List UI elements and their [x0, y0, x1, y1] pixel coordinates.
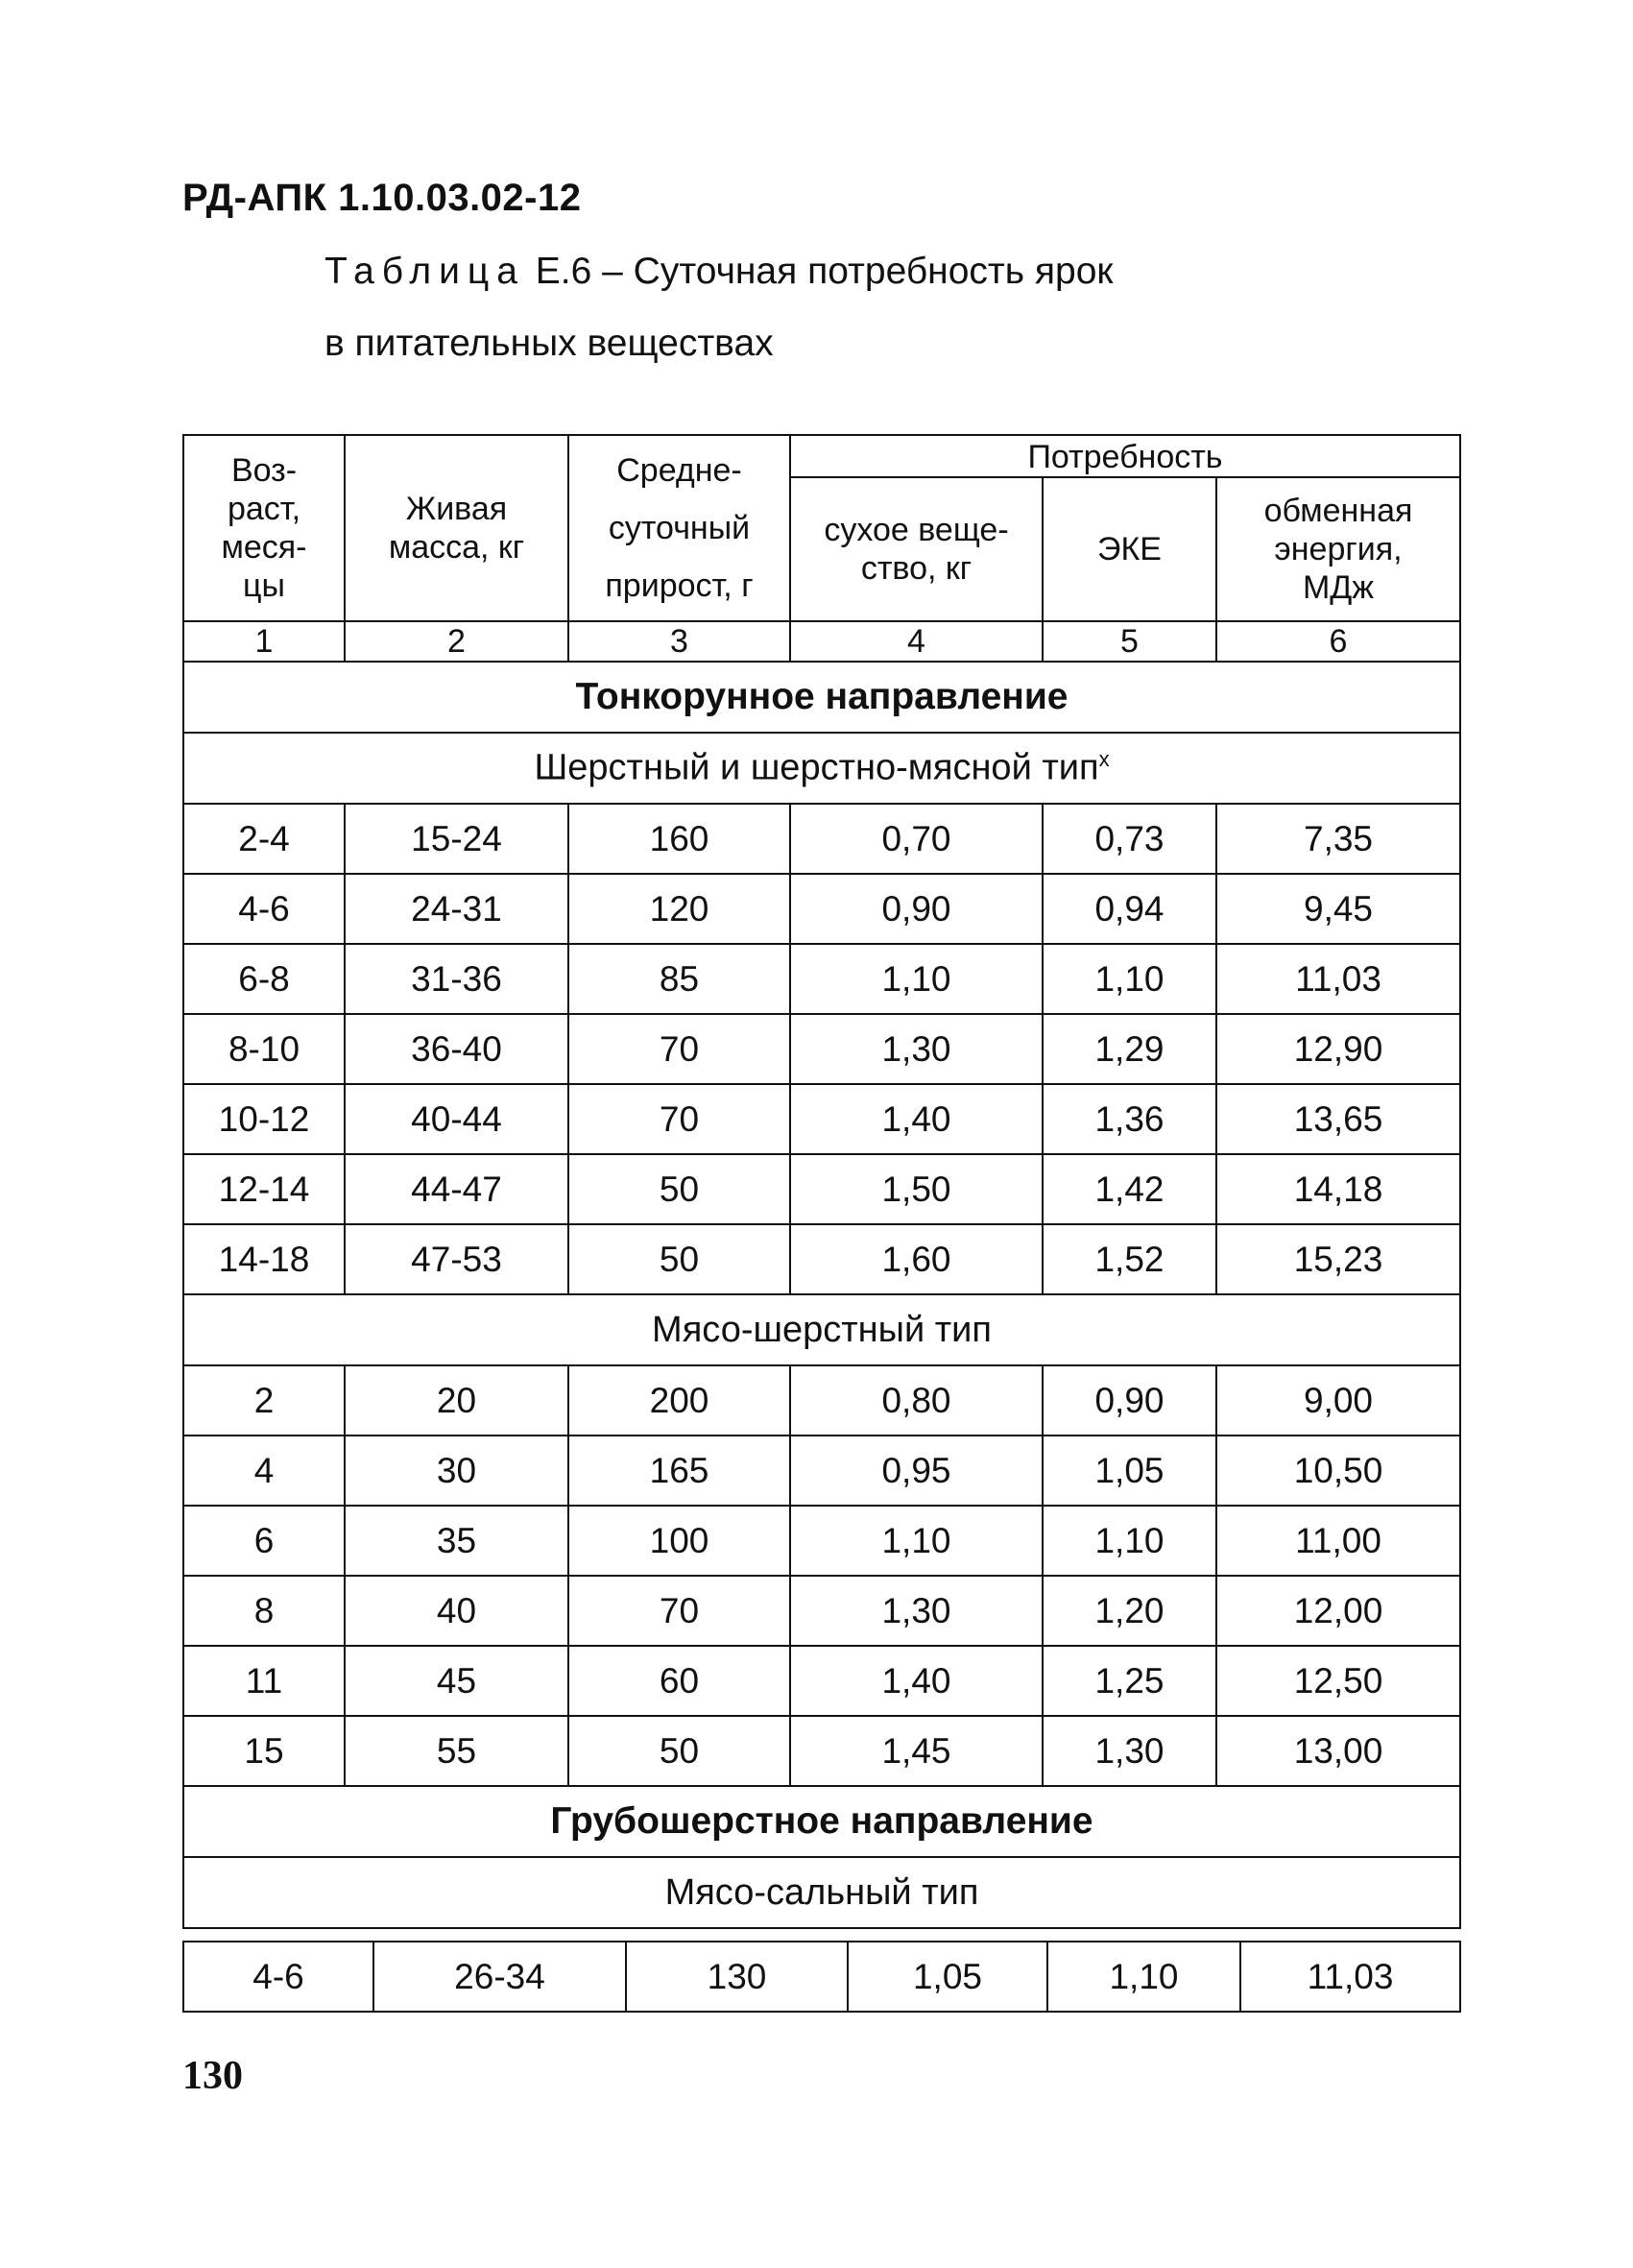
cell-daily-gain: 50 [568, 1154, 790, 1224]
cell-energy: 9,45 [1216, 874, 1460, 944]
column-number: 1 [183, 621, 345, 662]
cell-live-weight: 47-53 [345, 1224, 568, 1294]
table-caption [324, 248, 1113, 296]
cell-age: 6-8 [183, 944, 345, 1014]
cell-live-weight: 35 [345, 1506, 568, 1576]
cell-dry-matter: 1,30 [790, 1014, 1043, 1084]
table-row [183, 1716, 1460, 1786]
table-row [183, 1436, 1460, 1506]
group-title: Мясо-сальный тип [183, 1857, 1460, 1928]
header-eke: ЭКЕ [1043, 477, 1216, 621]
column-number-row [183, 621, 1460, 662]
table-row [183, 1084, 1460, 1154]
group-row [183, 1294, 1460, 1365]
cell-age: 8 [183, 1576, 345, 1646]
group-row [183, 733, 1460, 804]
cell-dry-matter: 0,95 [790, 1436, 1043, 1506]
cell-eke: 1,30 [1043, 1716, 1216, 1786]
cell-dry-matter: 1,50 [790, 1154, 1043, 1224]
cell-daily-gain: 70 [568, 1014, 790, 1084]
cell-eke: 0,73 [1043, 804, 1216, 874]
nutrient-table [182, 434, 1461, 1929]
table-row [183, 1014, 1460, 1084]
cell-eke: 1,20 [1043, 1576, 1216, 1646]
header-need: Потребность [790, 435, 1460, 477]
cell-daily-gain: 60 [568, 1646, 790, 1716]
cell-eke: 1,36 [1043, 1084, 1216, 1154]
cell-dry-matter: 1,10 [790, 1506, 1043, 1576]
table-caption-line2: в питательных веществах [324, 323, 774, 364]
cell-dry-matter: 0,70 [790, 804, 1043, 874]
table-row [183, 1224, 1460, 1294]
cell-age: 4-6 [183, 874, 345, 944]
cell-live-weight: 26-34 [373, 1942, 626, 2012]
cell-dry-matter: 1,30 [790, 1576, 1043, 1646]
cell-eke: 1,52 [1043, 1224, 1216, 1294]
cell-dry-matter: 1,60 [790, 1224, 1043, 1294]
table-row [183, 1365, 1460, 1436]
table-row [183, 1646, 1460, 1716]
cell-live-weight: 20 [345, 1365, 568, 1436]
cell-dry-matter: 1,05 [848, 1942, 1047, 2012]
section-row [183, 662, 1460, 733]
cell-dry-matter: 1,40 [790, 1084, 1043, 1154]
table-row [183, 874, 1460, 944]
header-daily-gain: Средне- суточный прирост, г [568, 435, 790, 621]
cell-daily-gain: 120 [568, 874, 790, 944]
cell-daily-gain: 50 [568, 1716, 790, 1786]
document-code: РД-АПК 1.10.03.02-12 [182, 177, 582, 219]
cell-energy: 13,00 [1216, 1716, 1460, 1786]
table-row [183, 944, 1460, 1014]
section-title: Грубошерстное направление [183, 1786, 1460, 1857]
cell-live-weight: 40 [345, 1576, 568, 1646]
cell-eke: 1,42 [1043, 1154, 1216, 1224]
cell-daily-gain: 100 [568, 1506, 790, 1576]
cell-age: 2-4 [183, 804, 345, 874]
cell-energy: 12,50 [1216, 1646, 1460, 1716]
table-row [183, 804, 1460, 874]
cell-energy: 12,00 [1216, 1576, 1460, 1646]
cell-eke: 0,90 [1043, 1365, 1216, 1436]
cell-daily-gain: 85 [568, 944, 790, 1014]
header-age: Воз- раст, меся- цы [183, 435, 345, 621]
cell-eke: 1,10 [1047, 1942, 1240, 2012]
cell-daily-gain: 70 [568, 1084, 790, 1154]
cell-live-weight: 44-47 [345, 1154, 568, 1224]
cell-live-weight: 31-36 [345, 944, 568, 1014]
cell-eke: 0,94 [1043, 874, 1216, 944]
cell-age: 15 [183, 1716, 345, 1786]
group-row [183, 1857, 1460, 1928]
cell-daily-gain: 165 [568, 1436, 790, 1506]
section-title: Тонкорунное направление [183, 662, 1460, 733]
table-row [183, 1154, 1460, 1224]
cell-live-weight: 40-44 [345, 1084, 568, 1154]
cell-daily-gain: 200 [568, 1365, 790, 1436]
cell-live-weight: 15-24 [345, 804, 568, 874]
column-number: 2 [345, 621, 568, 662]
cell-energy: 13,65 [1216, 1084, 1460, 1154]
cell-energy: 11,03 [1240, 1942, 1460, 2012]
header-live-weight: Живая масса, кг [345, 435, 568, 621]
table-row [183, 1506, 1460, 1576]
page-number: 130 [182, 2054, 243, 2098]
group-title [183, 733, 1460, 804]
nutrient-table-last-row [182, 1941, 1461, 2013]
cell-energy: 11,00 [1216, 1506, 1460, 1576]
header-row [183, 435, 1460, 477]
cell-dry-matter: 0,90 [790, 874, 1043, 944]
cell-age: 4 [183, 1436, 345, 1506]
column-number: 3 [568, 621, 790, 662]
cell-age: 8-10 [183, 1014, 345, 1084]
cell-live-weight: 55 [345, 1716, 568, 1786]
cell-eke: 1,05 [1043, 1436, 1216, 1506]
header-dry-matter: сухое веще- ство, кг [790, 477, 1043, 621]
cell-dry-matter: 1,40 [790, 1646, 1043, 1716]
cell-energy: 14,18 [1216, 1154, 1460, 1224]
cell-daily-gain: 70 [568, 1576, 790, 1646]
cell-energy: 7,35 [1216, 804, 1460, 874]
cell-age: 11 [183, 1646, 345, 1716]
header-energy: обменная энергия, МДж [1216, 477, 1460, 621]
cell-energy: 9,00 [1216, 1365, 1460, 1436]
cell-age: 12-14 [183, 1154, 345, 1224]
cell-eke: 1,10 [1043, 944, 1216, 1014]
cell-energy: 11,03 [1216, 944, 1460, 1014]
cell-daily-gain: 160 [568, 804, 790, 874]
cell-live-weight: 36-40 [345, 1014, 568, 1084]
cell-age: 4-6 [183, 1942, 373, 2012]
cell-eke: 1,10 [1043, 1506, 1216, 1576]
cell-daily-gain: 50 [568, 1224, 790, 1294]
group-title: Мясо-шерстный тип [183, 1294, 1460, 1365]
cell-live-weight: 24-31 [345, 874, 568, 944]
cell-eke: 1,25 [1043, 1646, 1216, 1716]
cell-dry-matter: 1,10 [790, 944, 1043, 1014]
cell-energy: 10,50 [1216, 1436, 1460, 1506]
table-row [183, 1942, 1460, 2012]
cell-live-weight: 30 [345, 1436, 568, 1506]
caption-rest: Е.6 – Суточная потребность ярок [524, 251, 1114, 292]
section-row [183, 1786, 1460, 1857]
cell-daily-gain: 130 [626, 1942, 848, 2012]
footnote-mark: x [1098, 747, 1110, 772]
cell-age: 10-12 [183, 1084, 345, 1154]
group-title-text: Шерстный и шерстно-мясной тип [534, 747, 1099, 788]
cell-age: 6 [183, 1506, 345, 1576]
column-number: 5 [1043, 621, 1216, 662]
cell-dry-matter: 0,80 [790, 1365, 1043, 1436]
column-number: 6 [1216, 621, 1460, 662]
cell-dry-matter: 1,45 [790, 1716, 1043, 1786]
table-row [183, 1576, 1460, 1646]
caption-prefix: Таблица [324, 251, 525, 292]
cell-energy: 15,23 [1216, 1224, 1460, 1294]
cell-eke: 1,29 [1043, 1014, 1216, 1084]
cell-age: 2 [183, 1365, 345, 1436]
cell-energy: 12,90 [1216, 1014, 1460, 1084]
cell-live-weight: 45 [345, 1646, 568, 1716]
cell-age: 14-18 [183, 1224, 345, 1294]
column-number: 4 [790, 621, 1043, 662]
